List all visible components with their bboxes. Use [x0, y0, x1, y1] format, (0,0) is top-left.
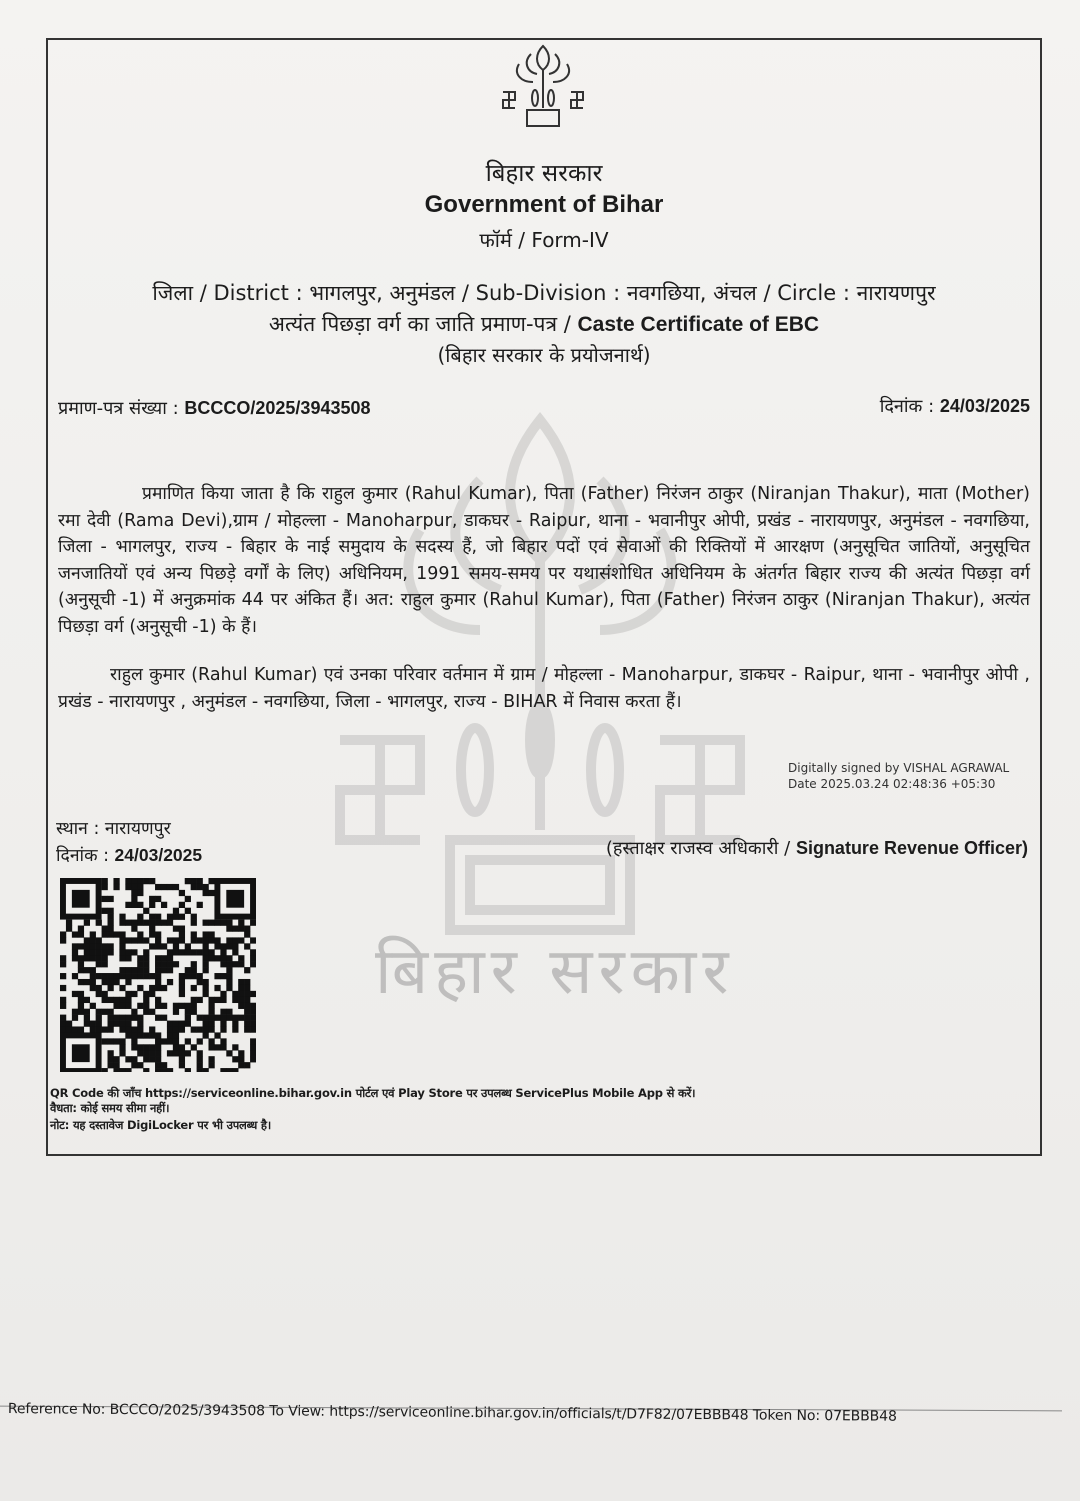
location-line: [46, 279, 1042, 307]
government-title-english: Government of Bihar: [424, 191, 664, 218]
district-label: जिला / District :: [152, 281, 303, 305]
qr-code-icon: [60, 878, 256, 1072]
watermark-text: बिहार सरकार: [375, 935, 735, 1009]
government-title-hindi: बिहार सरकार: [485, 159, 603, 187]
signature-label-hindi: (हस्ताक्षर राजस्व अधिकारी /: [605, 838, 791, 859]
digilocker-note: नोट: यह दस्तावेज DigiLocker पर भी उपलब्ध है।: [50, 1118, 271, 1132]
certificate-number: [58, 396, 371, 420]
certificate-date-value: 24/03/2025: [939, 396, 1030, 416]
digital-signature-block: [788, 760, 1009, 792]
certificate-purpose: (बिहार सरकार के प्रयोजनार्थ): [437, 343, 651, 367]
issue-place: स्थान : नारायणपुर: [56, 819, 171, 839]
digital-signature-signer: Digitally signed by VISHAL AGRAWAL: [788, 761, 1010, 775]
signature-label: [606, 836, 1028, 860]
circle-label: अंचल / Circle :: [713, 281, 850, 305]
subdivision-label: अनुमंडल / Sub-Division :: [389, 281, 621, 305]
certificate-date: [880, 394, 1030, 418]
certificate-number-value: BCCCO/2025/3943508: [184, 398, 371, 418]
issue-date-value: 24/03/2025: [114, 845, 203, 865]
subdivision-value: नवगछिया,: [626, 281, 707, 305]
certificate-type-hindi: अत्यंत पिछड़ा वर्ग का जाति प्रमाण-पत्र /: [268, 312, 571, 336]
validity-note: वैधता: कोई समय सीमा नहीं।: [50, 1101, 170, 1115]
signature-label-english: Signature Revenue Officer): [795, 838, 1028, 858]
certificate-body-paragraph-1: प्रमाणित किया जाता है कि राहुल कुमार (Rahul Kumar), पिता (Father) निरंजन ठाकुर (Niranjan Thakur), माता (Mother) रमा देवी (Rama Devi),ग्राम / मोहल्ला - Manoharpur, डाकघर - Raipur, थाना - भवानीपुर ओपी, प्रखंड - नारायणपुर, अनुमंडल - नवगछिया, जिला - भागलपुर, राज्य - बिहार के नाई समुदाय के सदस्य हैं, जो बिहार पदों एवं सेवाओं की रिक्तियों में आरक्षण (अनुसूचित जातियों, अनुसूचित जनजातियों एवं अन्य पिछड़े वर्गों के लिए) अधिनियम, 1991 समय-समय पर यथासंशोधित अधिनियम के अंतर्गत बिहार राज्य की अत्यंत पिछड़ा वर्ग (अनुसूची -1) में अनुक्रमांक 44 पर अंकित हैं। अत: राहुल कुमार (Rahul Kumar), पिता (Father) निरंजन ठाकुर (Niranjan Thakur), अत्यंत पिछड़ा वर्ग (अनुसूची -1) के हैं।: [58, 484, 1030, 637]
district-value: भागलपुर,: [309, 281, 383, 305]
circle-value: नारायणपुर: [856, 281, 936, 305]
issue-date: [56, 843, 202, 867]
reference-line: Reference No: BCCCO/2025/3943508 To View: https://serviceonline.bihar.gov.in/officials/t/D7F82/07EBBB48 Token No: 07EBBB48: [7, 1401, 897, 1425]
certificate-type-line: [46, 310, 1042, 338]
issue-date-label: दिनांक :: [56, 846, 109, 866]
certificate-body-paragraph-2: राहुल कुमार (Rahul Kumar) एवं उनका परिवार वर्तमान में ग्राम / मोहल्ला - Manoharpur, डाकघर - Raipur, थाना - भवानीपुर ओपी , प्रखंड - नारायणपुर , अनुमंडल - नवगछिया, जिला - भागलपुर, राज्य - BIHAR में निवास करता हैं।: [58, 665, 1030, 712]
certificate-type-english: Caste Certificate of EBC: [577, 313, 820, 336]
bihar-emblem-icon: [497, 42, 589, 130]
certificate-date-label: दिनांक :: [879, 396, 935, 417]
form-number: फॉर्म / Form-IV: [479, 228, 609, 252]
digital-signature-date: Date 2025.03.24 02:48:36 +05:30: [788, 777, 996, 791]
qr-verification-note: QR Code की जाँच https://serviceonline.bihar.gov.in पोर्टल एवं Play Store पर उपलब्ध ServicePlus Mobile App से करें।: [50, 1086, 696, 1100]
certificate-number-label: प्रमाण-पत्र संख्या :: [58, 398, 179, 419]
